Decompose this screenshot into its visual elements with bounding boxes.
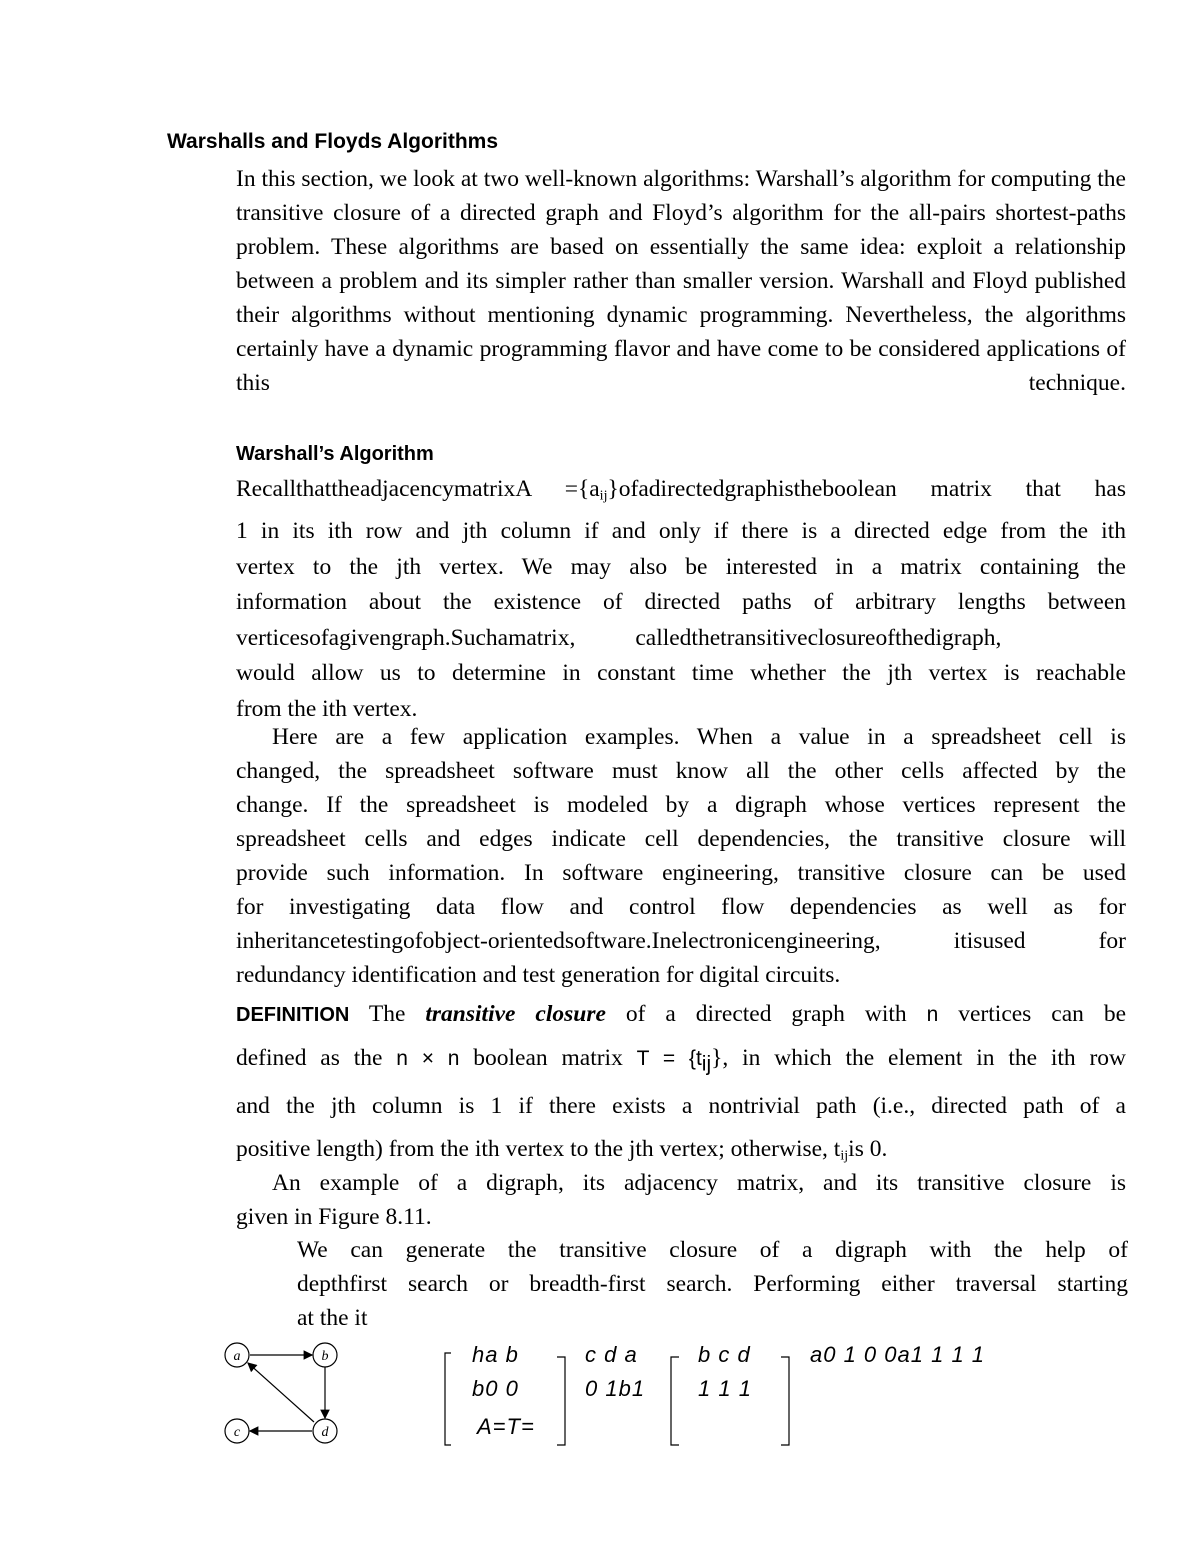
definition-paragraph	[236, 993, 1126, 1178]
example-line-2: given in Figure 8.11.	[236, 1204, 432, 1230]
matrix-a-row-2: b0 0	[472, 1376, 519, 1401]
recall-line-2: 1 in its ith row and jth column if and only if there is a directed edge from the ith	[236, 518, 1126, 545]
def-line-3: and the jth column is 1 if there exists a nontrivial path (i.e., directed path of a	[236, 1093, 1126, 1120]
def-line-2: defined as the n × n boolean matrix $T = \{t_{ij}\}$, in which the element in the ith row	[236, 1045, 1127, 1076]
matrix-a-row-1: ha b	[472, 1342, 519, 1367]
applications-paragraph	[236, 720, 1126, 992]
node-a	[225, 1343, 249, 1367]
recall-line-1: RecallthattheadjacencymatrixA $=\{a_{ij}\}ofadirectedgraphistheboolean$ matrix that has	[236, 476, 1126, 504]
matrix-a-row-2-right: 0 1b1	[585, 1376, 646, 1401]
app-line-6: for investigating data flow and control flow dependencies as well as for	[236, 894, 1126, 920]
section-heading: Warshall’s Algorithm	[236, 443, 434, 465]
recall-line-5: verticesofagivengraph.Suchamatrix, calledthetransitiveclosureofthedigraph,	[236, 624, 1002, 651]
example-paragraph	[236, 1166, 1126, 1234]
svg-text:d: d	[321, 1425, 329, 1440]
node-b	[313, 1343, 337, 1367]
dfs-line-3: at the it	[297, 1305, 368, 1331]
recall-line-7: from the ith vertex.	[236, 695, 418, 722]
example-line-1: An example of a digraph, its adjacency matrix, and its transitive closure is	[272, 1170, 1126, 1196]
dfs-line-2: depthfirst search or breadth-first search. Performing either traversal starting	[297, 1271, 1128, 1297]
app-line-2: changed, the spreadsheet software must know all the other cells affected by the	[236, 758, 1126, 784]
recall-line-4: information about the existence of directed paths of arbitrary lengths between	[236, 589, 1126, 616]
recall-paragraph	[236, 472, 1126, 727]
matrix-labels: A=T=	[477, 1414, 535, 1439]
matrix-t-row-1: b c d	[698, 1342, 751, 1367]
app-line-5: provide such information. In software engineering, transitive closure can be used	[236, 860, 1126, 886]
intro-text: In this section, we look at two well-known algorithms: Warshall’s algorithm for computing the transitive closure of a directed graph and Floyd’s algorithm for the all-pairs shortest-paths problem. These algorithms are based on essentially the same idea: exploit a relationship between a problem and its simpler rather than smaller version. Warshall and Floyd published their algorithms without mentioning dynamic programming. Nevertheless, the algorithms certainly have a dynamic programming flavor and have come to be considered applications of this technique.	[236, 166, 1126, 396]
matrix-t-right-bracket	[781, 1357, 789, 1445]
app-line-7: inheritancetestingofobject-orientedsoftware.Inelectronicengineering, itisused for	[236, 928, 1126, 954]
edge-d-a	[248, 1363, 314, 1422]
app-line-8: redundancy identification and test generation for digital circuits.	[236, 962, 841, 988]
svg-text:a: a	[233, 1349, 241, 1364]
def-line-4: positive length) from the ith vertex to the jth vertex; otherwise, $t_{ij}is$ 0.	[236, 1136, 888, 1164]
dfs-line-1: We can generate the transitive closure of a digraph with the help of	[297, 1237, 1128, 1263]
recall-line-3: vertex to the jth vertex. We may also be interested in a matrix containing the	[236, 553, 1126, 580]
warshall-heading-block	[236, 436, 1126, 471]
page-title: Warshalls and Floyds Algorithms	[167, 130, 498, 153]
def-line-1: DEFINITION The transitive closure of a directed graph with n vertices can be	[236, 1001, 1127, 1027]
matrix-t-left-bracket	[671, 1357, 679, 1445]
matrix-a-left-bracket	[445, 1353, 451, 1445]
defined-term: transitive closure	[425, 1001, 606, 1027]
matrix-t-row-1-right: a0 1 0 0a1 1 1 1	[810, 1342, 986, 1367]
matrix-a-right-bracket	[557, 1357, 565, 1445]
intro-paragraph	[236, 162, 1126, 400]
app-line-4: spreadsheet cells and edges indicate cell dependencies, the transitive closure will	[236, 826, 1126, 852]
app-line-1: Here are a few application examples. When a value in a spreadsheet cell is	[272, 724, 1126, 750]
node-c	[225, 1419, 249, 1443]
node-d	[313, 1419, 337, 1443]
matrix-t-row-2: 1 1 1	[698, 1376, 752, 1401]
svg-text:b: b	[321, 1349, 329, 1364]
matrix-a-row-1-right: c d a	[585, 1342, 638, 1367]
svg-text:c: c	[233, 1425, 241, 1440]
recall-line-6: would allow us to determine in constant time whether the jth vertex is reachable	[236, 660, 1126, 687]
app-line-3: change. If the spreadsheet is modeled by a digraph whose vertices represent the	[236, 792, 1126, 818]
digraph-figure	[215, 1335, 355, 1450]
dfs-paragraph	[297, 1233, 1128, 1335]
